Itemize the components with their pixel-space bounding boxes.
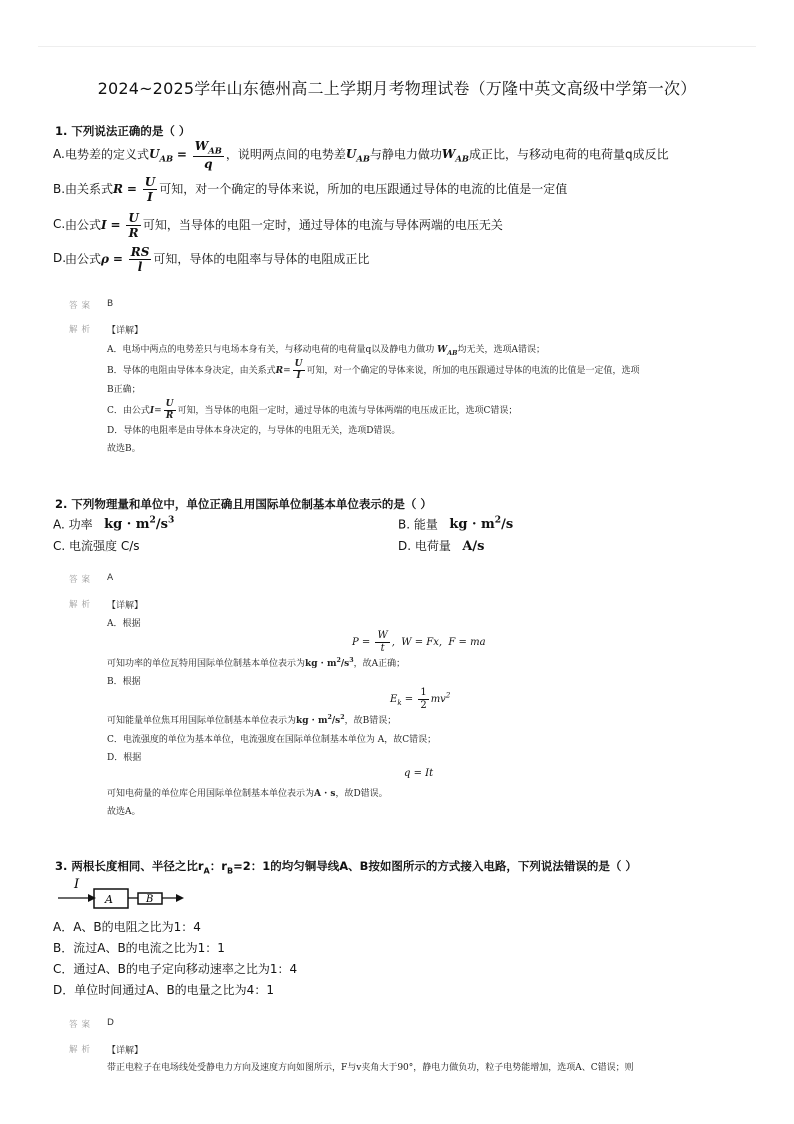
q1-analysis-label: 解析	[69, 325, 95, 335]
q2-answer-value: A	[107, 573, 114, 583]
q2-option-d[interactable]: D. 电荷量 A/s	[398, 539, 485, 554]
q3-option-c[interactable]: C．通过A、B的电子定向移动速率之比为1：4	[53, 962, 298, 976]
q1-option-b[interactable]: 由关系式R = $\frac{U}{I}$ 可知，对一个确定的导体来说，所加的电压跟通过导体的电流的比值是一定值	[65, 175, 568, 204]
circuit-figure	[58, 874, 198, 912]
formula-u-ab: $U_{AB}$	[149, 147, 174, 164]
q1-explanation-line: C．由公式I= $\frac{U}{R}$ 可知，当导体的电阻一定时，通过导体的电流与导体两端的电压成正比，选项C错误；	[107, 399, 518, 421]
q1-option-d-pre: 由公式	[65, 252, 102, 266]
current-label: I	[74, 877, 80, 892]
q2-explanation-line: A．根据	[107, 619, 141, 629]
q1-option-a[interactable]: 电势差的定义式$U_{AB}$ = $\frac{W_{AB}}{q}$ ，说明两点间的电势差$U_{AB}$与静电力做功$W_{AB}$成正比，与移动电荷的电荷量q成反比	[65, 139, 669, 171]
q3-answer-label: 答案	[69, 1020, 95, 1030]
q3-detail-tag: 【详解】	[107, 1046, 144, 1056]
q1-option-d-post: 可知，导体的电阻率与导体的电阻成正比	[153, 252, 370, 266]
q2-detail-tag: 【详解】	[107, 601, 144, 611]
q1-option-a-letter: A.	[53, 147, 65, 161]
q1-explanation-line: D．导体的电阻率是由导体本身决定的，与导体的电阻无关，选项D错误。	[107, 426, 401, 436]
formula-charge: q = It	[404, 768, 434, 779]
formula-u-over-r: $\frac{U}{R}$	[128, 211, 139, 240]
q2-explanation-line: 故选A。	[107, 807, 141, 817]
q1-option-b-letter: B.	[53, 182, 66, 196]
header-divider	[38, 46, 756, 47]
question-3-stem: 3. 两根长度相同、半径之比$r_A$：$r_B=2$：1的均匀铜导线A、B按如图所示的方式接入电路，下列说法错误的是（ ）	[55, 859, 637, 876]
q3-answer-value: D	[107, 1018, 114, 1028]
q1-explanation-line: B．导体的电阻由导体本身决定，由关系式R= $\frac{U}{I}$ 可知，对一个确定的导体来说，所加的电压跟通过导体的电流的比值是一定值，选项	[107, 359, 640, 381]
q1-option-d-letter: D.	[53, 251, 67, 265]
q1-option-a-pre: 电势差的定义式	[65, 147, 150, 162]
q1-option-d[interactable]: 由公式ρ = $\frac{RS}{l}$ 可知，导体的电阻率与导体的电阻成正比	[65, 245, 370, 274]
q3-explanation-line: 带正电粒子在电场线处受静电力方向及速度方向如图所示，F与v夹角大于90°，静电力做负功，粒子电势能增加，选项A、C错误；则	[107, 1063, 634, 1073]
page-title: 2024~2025学年山东德州高二上学期月考物理试卷（万隆中英文高级中学第一次）	[97, 79, 697, 98]
q1-option-c-pre: 由公式	[65, 218, 102, 232]
q2-option-c[interactable]: C. 电流强度 C/s	[53, 539, 140, 553]
formula-power: P = $\frac{W}{t}$ , W = Fx, F = ma	[352, 630, 486, 654]
q1-explanation-line: B正确；	[107, 385, 141, 395]
q1-option-a-mid2: 与静电力做功	[369, 147, 442, 162]
q2-option-b[interactable]: B. 能量 kg · $m^2/s$	[398, 515, 514, 533]
arrow-right-icon	[176, 894, 184, 902]
conductor-a-label: A	[105, 893, 113, 906]
q1-explanation-line: 故选B。	[107, 444, 141, 454]
q2-explanation-line: B．根据	[107, 677, 141, 687]
q3-option-a[interactable]: A．A、B的电阻之比为1：4	[53, 920, 201, 934]
question-1-stem: 1. 下列说法正确的是（ ）	[55, 124, 191, 138]
formula-kinetic-energy: $E_k$ = $\frac{1}{2}$ $mv^2$	[390, 687, 451, 711]
q1-option-b-pre: 由关系式	[65, 182, 114, 196]
q1-option-b-post: 可知，对一个确定的导体来说，所加的电压跟通过导体的电流的比值是一定值	[159, 182, 568, 196]
q3-option-d[interactable]: D．单位时间通过A、B的电量之比为4：1	[53, 983, 274, 997]
q3-option-b[interactable]: B．流过A、B的电流之比为1：1	[53, 941, 225, 955]
q1-option-c[interactable]: 由公式I = $\frac{U}{R}$ 可知，当导体的电阻一定时，通过导体的电流与导体两端的电压无关	[65, 211, 503, 240]
q1-answer-value: B	[107, 299, 114, 309]
conductor-b-label: B	[146, 894, 154, 905]
q3-analysis-label: 解析	[69, 1045, 95, 1055]
formula-rs-over-l: $\frac{RS}{l}$	[130, 245, 150, 274]
q2-explanation-line: 可知能量单位焦耳用国际单位制基本单位表示为kg · $m^2/s^2$，故B错误；	[107, 714, 397, 726]
formula-u-over-i: $\frac{U}{I}$	[144, 175, 156, 204]
q2-explanation-line: 可知电荷量的单位库仑用国际单位制基本单位表示为A · s，故D错误。	[107, 789, 388, 799]
q1-option-a-post: 成正比，与移动电荷的电荷量q成反比	[468, 147, 669, 162]
q2-option-a[interactable]: A. 功率 kg · $m^2/s^3$	[53, 515, 175, 533]
q2-answer-label: 答案	[69, 575, 95, 585]
q1-option-c-post: 可知，当导体的电阻一定时，通过导体的电流与导体两端的电压无关	[142, 218, 503, 232]
q1-option-c-letter: C.	[53, 217, 66, 231]
q2-analysis-label: 解析	[69, 600, 95, 610]
q1-answer-label: 答案	[69, 301, 95, 311]
question-2-stem: 2. 下列物理量和单位中，单位正确且用国际单位制基本单位表示的是（ ）	[55, 497, 432, 511]
q2-explanation-line: 可知功率的单位瓦特用国际单位制基本单位表示为kg · $m^2/s^3$，故A正确；	[107, 657, 406, 669]
q1-option-a-mid: ，说明两点间的电势差	[225, 147, 346, 162]
formula-wab-over-q: $\frac{W_{AB}}{q}$	[194, 139, 222, 171]
q1-detail-tag: 【详解】	[107, 326, 144, 336]
arrow-right-icon	[88, 894, 96, 902]
q2-explanation-line: C．电流强度的单位为基本单位，电流强度在国际单位制基本单位为 A，故C错误；	[107, 735, 437, 745]
q1-explanation-line: A．电场中两点的电势差只与电场本身有关，与移动电荷的电荷量q以及静电力做功 $W_{AB}$均无关，选项A错误；	[107, 345, 545, 357]
q2-explanation-line: D．根据	[107, 753, 142, 763]
